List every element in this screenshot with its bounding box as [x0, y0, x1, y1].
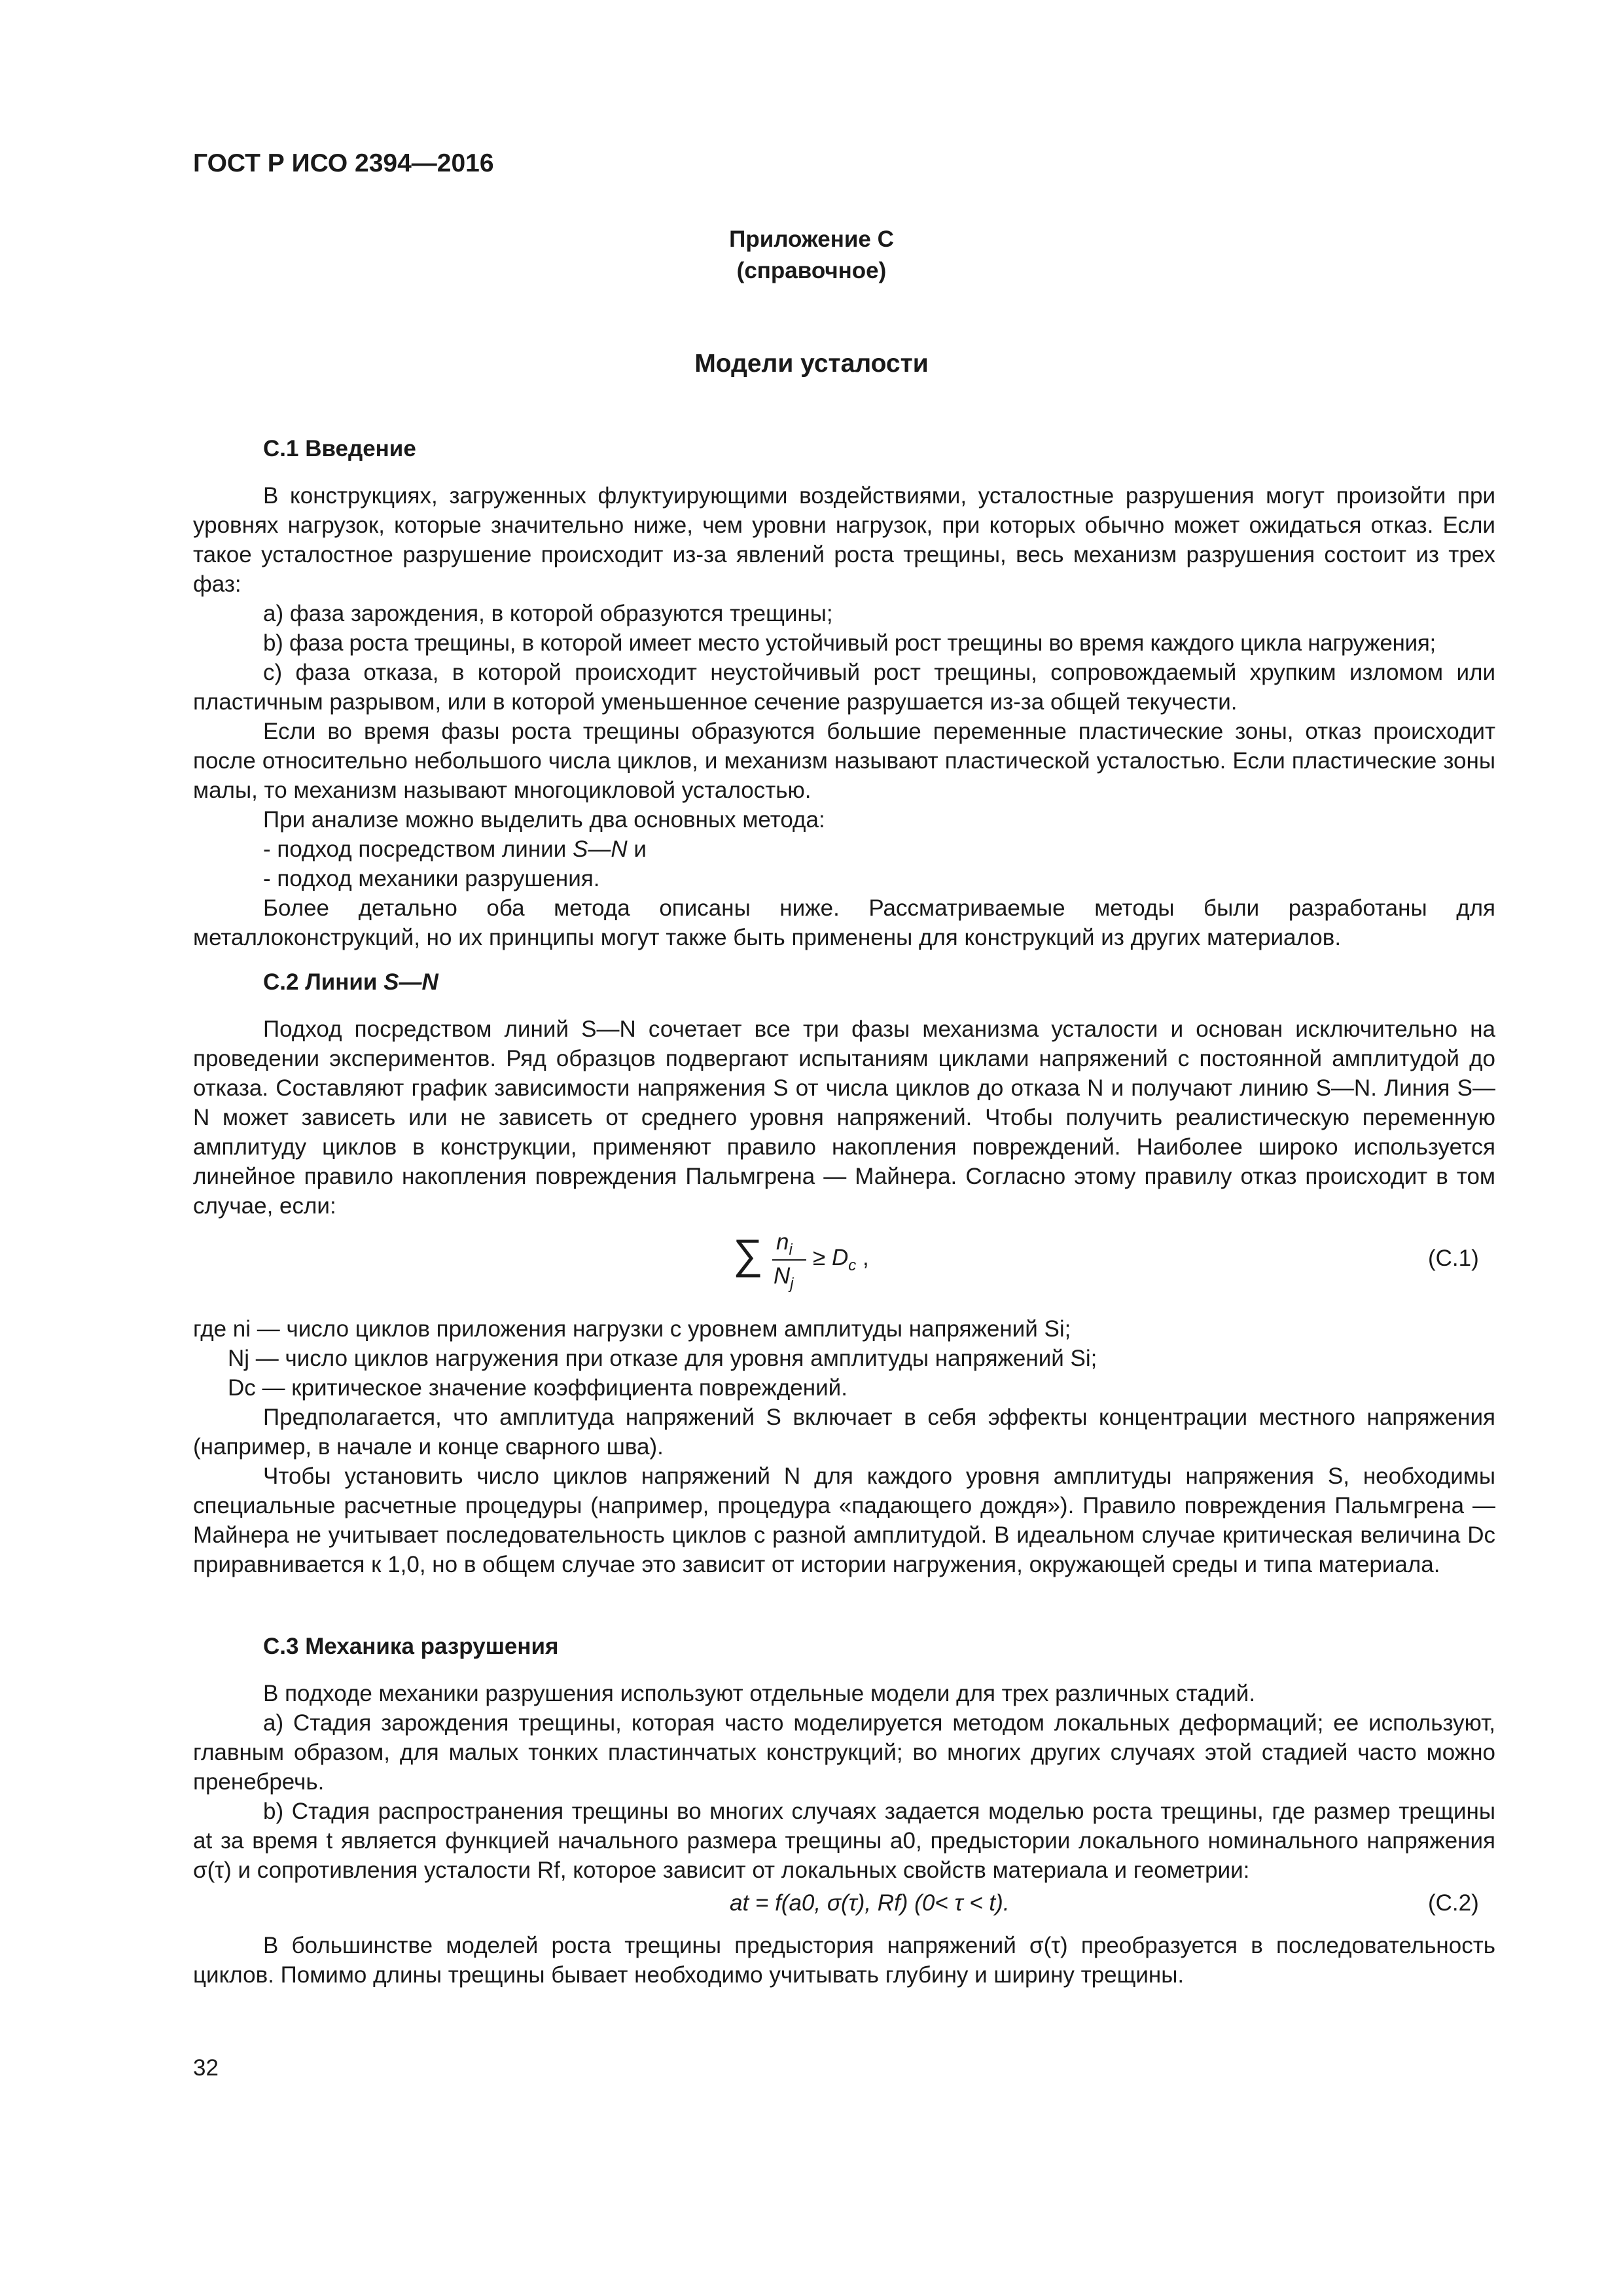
equation-number-c1: (С.1)	[1428, 1246, 1479, 1271]
list-item: b) Стадия распространения трещины во многих случаях задается моделью роста трещины, где размер трещины at за время t является функцией начального размера трещины a0, предыстории локального номинального напряжения σ(τ) и сопротивления усталости Rf, которое зависит от локальных свойств материала и геометрии:	[193, 1799, 1495, 1883]
paragraph: Если во время фазы роста трещины образуются большие переменные пластические зоны, отказ происходит после относительно небольшого числа циклов, и механизм называют пластической усталостью. Если пластические зоны малы, то механизм называют многоцикловой усталостью.	[193, 719, 1495, 803]
section-c2-continued	[193, 1314, 1495, 1579]
list-item: b) фаза роста трещины, в которой имеет место устойчивый рост трещины во время каждого цикла нагружения;	[263, 630, 1436, 656]
paragraph: В конструкциях, загруженных флуктуирующими воздействиями, усталостные разрушения могут произойти при уровнях нагрузок, которые значительно ниже, чем уровни нагрузок, при которых обычно может ожидаться отказ. Если такое усталостное разрушение происходит из-за явлений роста трещины, весь механизм разрушения состоит из трех фаз:	[193, 483, 1495, 597]
appendix-label: Приложение С	[729, 226, 894, 252]
paragraph: При анализе можно выделить два основных метода:	[263, 807, 825, 833]
section-heading-c3: С.3 Механика разрушения	[263, 1634, 559, 1659]
paragraph: Более детально оба метода описаны ниже. Рассматриваемые методы были разработаны для металлоконструкций, но их принципы могут также быть применены для конструкций из других материалов.	[193, 895, 1495, 950]
definition-nj: Nj — число циклов нагружения при отказе для уровня амплитуды напряжений Si;	[228, 1346, 1097, 1371]
appendix-type: (справочное)	[736, 258, 887, 283]
page-number: 32	[193, 2055, 219, 2081]
list-item: c) фаза отказа, в которой происходит неустойчивый рост трещины, сопровождаемый хрупким изломом или пластичным разрывом, или в которой уменьшенное сечение разрушается из-за общей текучести.	[193, 660, 1495, 715]
section-c2	[193, 967, 1495, 1221]
definition-dc: Dc — критическое значение коэффициента повреждений.	[228, 1375, 847, 1401]
list-item: a) Стадия зарождения трещины, которая часто моделируется методом локальных деформаций; ее используют, главным образом, для малых тонких пластинчатых конструкций; во многих других случаях этой стадией часто можно пренебречь.	[193, 1710, 1495, 1795]
formula-c2: at = f(a0, σ(τ), Rf) (0< τ < t).	[730, 1890, 1010, 1916]
section-c3	[193, 1632, 1495, 1885]
paragraph: Чтобы установить число циклов напряжений N для каждого уровня амплитуды напряжения S, необходимы специальные расчетные процедуры (например, процедура «падающего дождя»). Правило повреждения Пальмгрена — Майнера не учитывает последовательность циклов с разной амплитудой. В идеальном случае критическая величина Dc приравнивается к 1,0, но в общем случае это зависит от истории нагружения, окружающей среды и типа материала.	[193, 1463, 1495, 1577]
section-c1	[193, 434, 1495, 952]
paragraph: Предполагается, что амплитуда напряжений S включает в себя эффекты концентрации местного напряжения (например, в начале и конце сварного шва).	[193, 1405, 1495, 1460]
paragraph: Подход посредством линий S—N сочетает все три фазы механизма усталости и основан исключительно на проведении экспериментов. Ряд образцов подвергают испытаниям циклами напряжений с постоянной амплитудой до отказа. Составляют график зависимости напряжения S от числа циклов до отказа N и получают линию S—N. Линия S—N может зависеть или не зависеть от среднего уровня напряжений. Чтобы получить реалистическую переменную амплитуду циклов в конструкции, применяют правило накопления повреждений. Наиболее широко используется линейное правило накопления повреждения Пальмгрена — Майнера. Согласно этому правилу отказ происходит в том случае, если:	[193, 1016, 1495, 1219]
section-heading-c1: С.1 Введение	[263, 436, 416, 461]
page-title: Модели усталости	[694, 350, 929, 378]
definition-ni: где ni — число циклов приложения нагрузки с уровнем амплитуды напряжений Si;	[193, 1316, 1071, 1342]
paragraph: В подходе механики разрушения используют отдельные модели для трех различных стадий.	[263, 1681, 1256, 1706]
section-c3-continued	[193, 1931, 1495, 1990]
list-item: - подход механики разрушения.	[263, 866, 600, 891]
list-item: - подход посредством линии S—N и	[263, 836, 647, 862]
equation-number-c2: (С.2)	[1428, 1890, 1479, 1916]
paragraph: В большинстве моделей роста трещины предыстория напряжений σ(τ) преобразуется в последовательность циклов. Помимо длины трещины бывает необходимо учитывать глубину и ширину трещины.	[193, 1933, 1495, 1988]
standard-header: ГОСТ Р ИСО 2394—2016	[193, 149, 494, 177]
section-heading-c2: С.2 Линии S—N	[263, 969, 438, 995]
list-item: a) фаза зарождения, в которой образуются трещины;	[263, 601, 833, 626]
formula-c1: ∑ $n_i$ $N_j$ ≥ $D_c$ ,	[733, 1229, 869, 1293]
